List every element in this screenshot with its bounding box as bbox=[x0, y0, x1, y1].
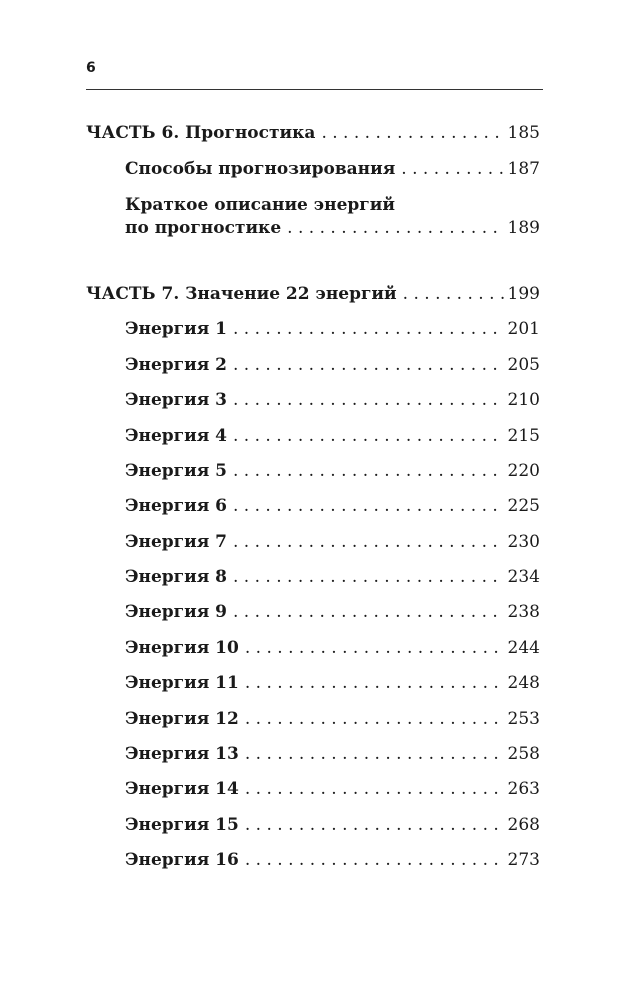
toc-leader-dots bbox=[401, 158, 503, 180]
toc-leader-dots bbox=[245, 778, 504, 800]
toc-entry-page: 225 bbox=[507, 496, 540, 516]
toc-entry-title: Энергия 9 bbox=[125, 602, 227, 622]
toc-leader-dots bbox=[233, 354, 504, 376]
toc-leader-dots bbox=[245, 672, 504, 694]
toc-leader-dots bbox=[403, 283, 504, 305]
toc-entry-page: 230 bbox=[507, 532, 540, 552]
toc-leader-dots bbox=[233, 425, 504, 447]
toc-entry-title: Энергия 3 bbox=[125, 390, 227, 410]
header-rule bbox=[86, 89, 543, 90]
toc-entry-title-line1: Краткое описание энергий bbox=[125, 195, 395, 215]
toc-entry-title: Энергия 4 bbox=[125, 426, 227, 446]
toc-entry-title: Энергия 13 bbox=[125, 744, 239, 764]
toc-entry-title: Энергия 12 bbox=[125, 709, 239, 729]
toc-entry-title-line2: по прогностике bbox=[125, 218, 282, 238]
toc-entry-energy[interactable] bbox=[125, 849, 540, 871]
toc-leader-dots bbox=[233, 495, 504, 517]
toc-entry-title: Способы прогнозирования bbox=[125, 159, 396, 179]
toc-entry-title: Энергия 8 bbox=[125, 567, 227, 587]
toc-entry-energy[interactable] bbox=[125, 354, 540, 376]
toc-entry-title: Энергия 14 bbox=[125, 779, 239, 799]
toc-entry-energy[interactable] bbox=[125, 743, 540, 765]
toc-leader-dots bbox=[233, 531, 504, 553]
toc-leader-dots bbox=[233, 566, 504, 588]
toc-leader-dots bbox=[245, 637, 504, 659]
toc-entry-energy[interactable] bbox=[125, 708, 540, 730]
toc-entry-page: 263 bbox=[507, 779, 540, 799]
toc-entry-page: 273 bbox=[507, 850, 540, 870]
toc-leader-dots bbox=[233, 389, 504, 411]
toc-entry-energy[interactable] bbox=[125, 425, 540, 447]
toc-entry-energy-description[interactable] bbox=[125, 217, 540, 239]
toc-entry-page: 258 bbox=[507, 744, 540, 764]
toc-entry-energy[interactable] bbox=[125, 637, 540, 659]
toc-entry-page: 201 bbox=[507, 319, 540, 339]
toc-entry-part-6[interactable] bbox=[86, 122, 540, 144]
toc-entry-title: ЧАСТЬ 7. Значение 22 энергий bbox=[86, 284, 397, 304]
toc-leader-dots bbox=[321, 122, 503, 144]
toc-entry-page: 238 bbox=[507, 602, 540, 622]
toc-entry-title: Энергия 6 bbox=[125, 496, 227, 516]
toc-entry-page: 234 bbox=[507, 567, 540, 587]
toc-entry-energy[interactable] bbox=[125, 495, 540, 517]
page-number: 6 bbox=[86, 60, 96, 76]
toc-entry-energy[interactable] bbox=[125, 460, 540, 482]
toc-entry-title: Энергия 10 bbox=[125, 638, 239, 658]
toc-entry-energy[interactable] bbox=[125, 566, 540, 588]
toc-entry-forecasting-methods[interactable] bbox=[125, 158, 540, 180]
toc-entry-page: 215 bbox=[507, 426, 540, 446]
toc-entry-energy[interactable] bbox=[125, 778, 540, 800]
toc-entry-page: 189 bbox=[507, 218, 540, 238]
toc-entry-energy[interactable] bbox=[125, 389, 540, 411]
toc-entry-page: 248 bbox=[507, 673, 540, 693]
toc-entry-title: Энергия 7 bbox=[125, 532, 227, 552]
toc-entry-title: Энергия 2 bbox=[125, 355, 227, 375]
toc-leader-dots bbox=[245, 708, 504, 730]
toc-entry-energy[interactable] bbox=[125, 814, 540, 836]
toc-entry-page: 253 bbox=[507, 709, 540, 729]
toc-entry-page: 268 bbox=[507, 815, 540, 835]
toc-entry-page: 210 bbox=[507, 390, 540, 410]
toc-entry-page: 185 bbox=[507, 123, 540, 143]
toc-leader-dots bbox=[233, 601, 504, 623]
toc-entry-title: Энергия 11 bbox=[125, 673, 239, 693]
toc-entry-title: Энергия 5 bbox=[125, 461, 227, 481]
toc-leader-dots bbox=[245, 814, 504, 836]
toc-entry-energy[interactable] bbox=[125, 531, 540, 553]
toc-entry-energy[interactable] bbox=[125, 318, 540, 340]
toc-entry-page: 187 bbox=[507, 159, 540, 179]
toc-entry-page: 220 bbox=[507, 461, 540, 481]
toc-entry-energy[interactable] bbox=[125, 601, 540, 623]
toc-leader-dots bbox=[245, 849, 504, 871]
toc-leader-dots bbox=[233, 460, 504, 482]
toc-entry-page: 205 bbox=[507, 355, 540, 375]
toc-entry-title: ЧАСТЬ 6. Прогностика bbox=[86, 123, 316, 143]
toc-entry-page: 199 bbox=[507, 284, 540, 304]
toc-entry-part-7[interactable] bbox=[86, 283, 540, 305]
toc-entry-title: Энергия 1 bbox=[125, 319, 227, 339]
toc-entry-title: Энергия 16 bbox=[125, 850, 239, 870]
toc-entry-title: Энергия 15 bbox=[125, 815, 239, 835]
toc-entry-page: 244 bbox=[507, 638, 540, 658]
toc-leader-dots bbox=[233, 318, 504, 340]
toc-leader-dots bbox=[287, 217, 503, 239]
toc-entry-energy[interactable] bbox=[125, 672, 540, 694]
toc-leader-dots bbox=[245, 743, 504, 765]
